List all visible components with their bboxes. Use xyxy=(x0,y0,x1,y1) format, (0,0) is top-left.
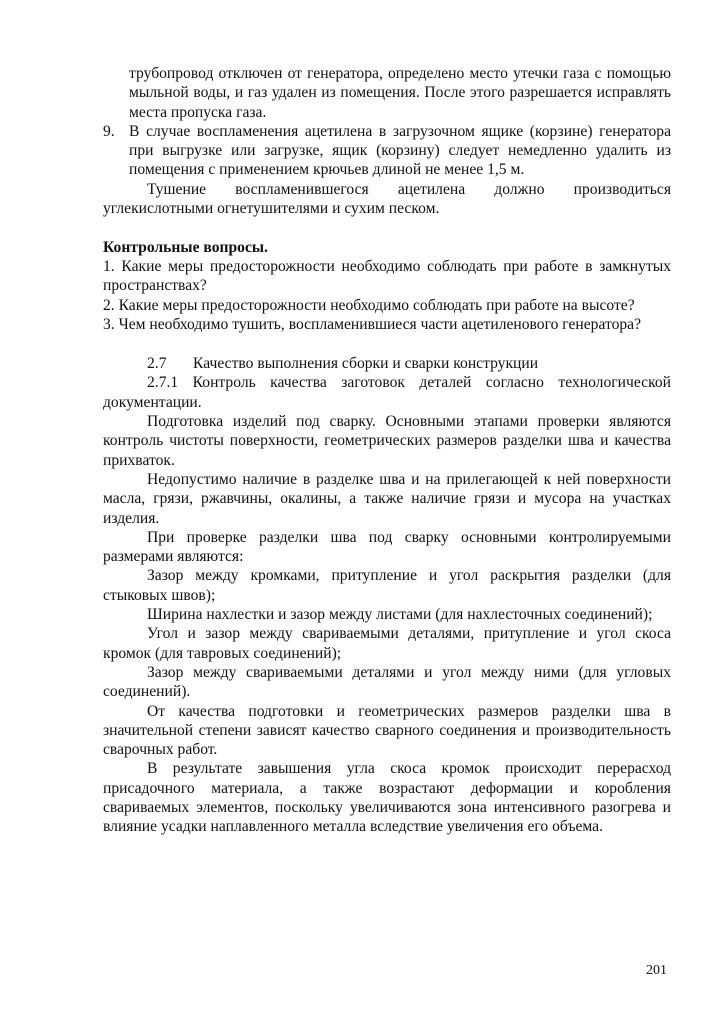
section-title-text: Качество выполнения сборки и сварки конструкции xyxy=(193,355,539,373)
list-item-9 xyxy=(103,122,671,180)
spacer xyxy=(103,218,671,237)
paragraph: Ширина нахлестки и зазор между листами (для нахлесточных соединений); xyxy=(147,606,653,624)
paragraph: Зазор между кромками, притупление и угол раскрытия разделки (для стыковых швов); xyxy=(103,567,671,604)
item8-continuation: трубопровод отключен от генератора, определено место утечки газа с помощью мыльной воды, и газ удален из помещения. После этого разрешается исправлять места пропуска газа. xyxy=(129,65,671,121)
paragraph: Зазор между свариваемыми деталями и угол между ними (для угловых соединений). xyxy=(103,663,671,701)
paragraph: В результате завышения угла скоса кромок происходит перерасход присадочного материала, а также возрастают деформации и коробления свариваемых элементов, поскольку увеличиваются зона интенсивного разогрева и влияние усадки наплавленного металла вследствие увеличения его объема. xyxy=(103,760,671,836)
question-item: 1. Какие меры предосторожности необходимо соблюдать при работе в замкнутых пространствах? xyxy=(103,257,671,295)
list-item-9-number: 9. xyxy=(103,122,115,140)
document-page xyxy=(103,64,671,837)
paragraph: При проверке разделки шва под сварку основными контролируемыми размерами являются: xyxy=(103,528,671,566)
questions-heading: Контрольные вопросы. xyxy=(103,238,268,256)
paragraph: Угол и зазор между свариваемыми деталями, притупление и угол скоса кромок (для тавровых соединений); xyxy=(103,625,671,662)
section-title xyxy=(103,354,671,373)
paragraph: От качества подготовки и геометрических размеров разделки шва в значительной степени зависят качество сварного соединения и производительность сварочных работ. xyxy=(103,702,671,759)
section-number: 2.7 xyxy=(147,355,167,373)
question-item: 2. Какие меры предосторожности необходимо соблюдать при работе на высоте? xyxy=(103,296,635,314)
paragraph: Подготовка изделий под сварку. Основными этапами проверки являются контроль чистоты поверхности, геометрических размеров разделки шва и качества прихваток. xyxy=(103,413,671,469)
paragraph: Недопустимо наличие в разделке шва и на прилегающей к ней поверхности масла, грязи, ржавчины, окалины, а также наличие грязи и мусора на участках изделия. xyxy=(103,470,671,527)
question-item: 3. Чем необходимо тушить, воспламенившиеся части ацетиленового генератора? xyxy=(103,315,642,333)
subsection-title: 2.7.1 Контроль качества заготовок деталей согласно технологической документации. xyxy=(103,374,671,411)
extinguish-paragraph: Тушение воспламенившегося ацетилена должно производиться углекислотными огнетушителями и сухим песком. xyxy=(103,180,671,218)
page-number: 201 xyxy=(646,963,667,978)
list-item-9-text: В случае воспламенения ацетилена в загрузочном ящике (корзине) генератора при выгрузке или загрузке, ящик (корзину) следует немедленно удалить из помещения с применением крючьев длиной не менее 1,5 м. xyxy=(129,122,671,179)
